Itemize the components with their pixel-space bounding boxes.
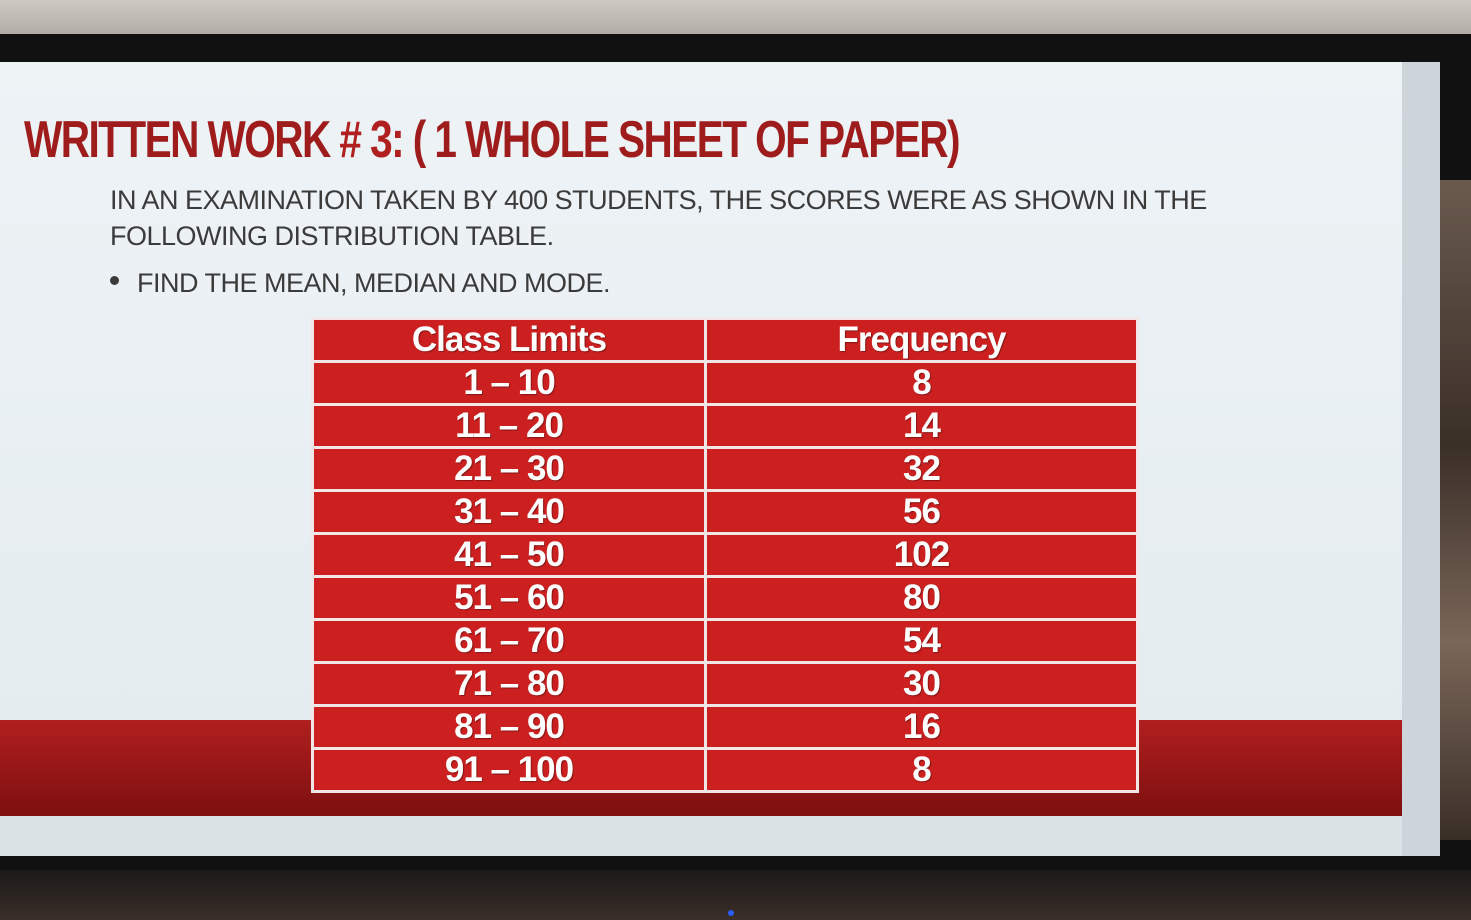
frequency-cell: 8	[706, 362, 1138, 405]
frequency-cell: 30	[706, 663, 1138, 706]
frequency-cell: 32	[706, 448, 1138, 491]
class-limits-cell: 71 – 80	[313, 663, 706, 706]
table-row	[313, 749, 1138, 792]
class-limits-cell: 51 – 60	[313, 577, 706, 620]
table-row	[313, 706, 1138, 749]
column-header-class-limits: Class Limits	[313, 319, 706, 362]
background-wall-edge	[1440, 180, 1471, 840]
table-row	[313, 448, 1138, 491]
class-limits-cell: 11 – 20	[313, 405, 706, 448]
slide-title	[24, 110, 959, 170]
frequency-cell: 102	[706, 534, 1138, 577]
frequency-cell: 80	[706, 577, 1138, 620]
power-led-icon	[728, 910, 734, 916]
presentation-slide	[0, 62, 1440, 856]
table-row	[313, 405, 1138, 448]
frequency-cell: 14	[706, 405, 1138, 448]
slide-edge	[1402, 62, 1440, 856]
frequency-cell: 8	[706, 749, 1138, 792]
monitor-bottom	[0, 870, 1471, 920]
table-row	[313, 491, 1138, 534]
task-bullet-text: FIND THE MEAN, MEDIAN AND MODE.	[137, 268, 611, 298]
class-limits-cell: 61 – 70	[313, 620, 706, 663]
title-rest: ( 1 WHOLE SHEET OF PAPER)	[403, 111, 959, 169]
class-limits-cell: 21 – 30	[313, 448, 706, 491]
class-limits-cell: 81 – 90	[313, 706, 706, 749]
title-main: WRITTEN WORK	[24, 111, 340, 169]
slide-description: IN AN EXAMINATION TAKEN BY 400 STUDENTS, THE SCORES WERE AS SHOWN IN THE FOLLOWING DISTRIBUTION TABLE.	[110, 185, 1207, 251]
table-row	[313, 577, 1138, 620]
class-limits-cell: 91 – 100	[313, 749, 706, 792]
task-bullet	[110, 268, 610, 299]
table-row	[313, 362, 1138, 405]
table-row	[313, 663, 1138, 706]
frequency-cell: 56	[706, 491, 1138, 534]
table-row	[313, 534, 1138, 577]
class-limits-cell: 41 – 50	[313, 534, 706, 577]
table-row	[313, 620, 1138, 663]
bullet-icon	[110, 276, 119, 285]
slide-footer	[0, 816, 1402, 856]
table-header-row	[313, 319, 1138, 362]
distribution-table	[311, 317, 1139, 793]
class-limits-cell: 31 – 40	[313, 491, 706, 534]
class-limits-cell: 1 – 10	[313, 362, 706, 405]
frequency-cell: 16	[706, 706, 1138, 749]
title-number: # 3:	[339, 111, 404, 169]
frequency-cell: 54	[706, 620, 1138, 663]
column-header-frequency: Frequency	[706, 319, 1138, 362]
